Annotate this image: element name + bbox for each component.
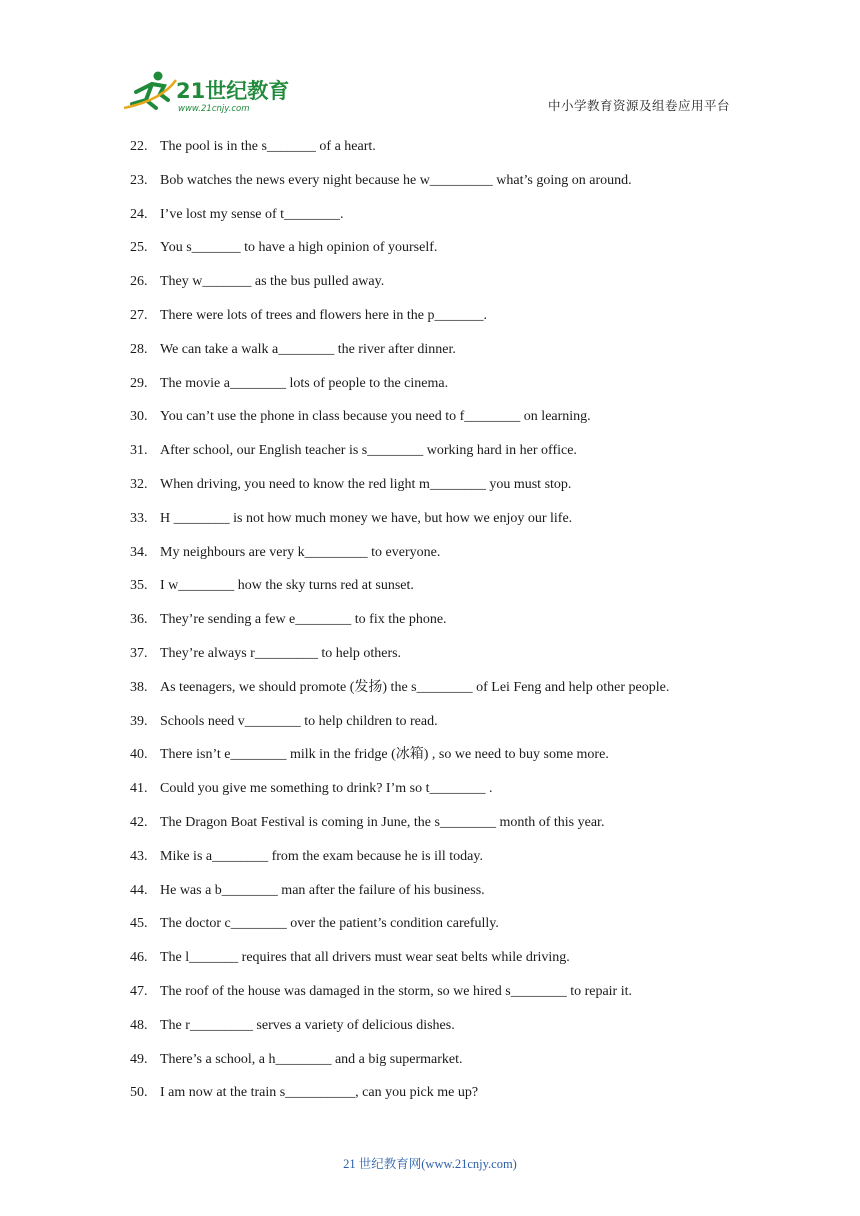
- question-item: [130, 407, 750, 441]
- question-item: [130, 1050, 750, 1084]
- question-item: [130, 1083, 750, 1117]
- question-item: [130, 509, 750, 543]
- question-number: 43.: [130, 848, 148, 864]
- question-text: I’ve lost my sense of t________.: [160, 206, 344, 222]
- question-item: [130, 610, 750, 644]
- question-item: [130, 779, 750, 813]
- question-number: 24.: [130, 206, 148, 222]
- question-number: 50.: [130, 1085, 148, 1101]
- question-text: The pool is in the s_______ of a heart.: [160, 139, 376, 154]
- question-text: They w_______ as the bus pulled away.: [160, 274, 385, 290]
- question-item: [130, 813, 750, 847]
- question-text: Bob watches the news every night because he w_________ what’s going on around.: [160, 172, 632, 188]
- question-item: [130, 238, 750, 272]
- question-text: You s_______ to have a high opinion of yourself.: [160, 240, 438, 256]
- question-text: The doctor c________ over the patient’s condition carefully.: [160, 916, 499, 932]
- question-text: The r_________ serves a variety of delicious dishes.: [160, 1017, 455, 1033]
- question-text: There’s a school, a h________ and a big supermarket.: [160, 1051, 463, 1067]
- question-text: There isn’t e________ milk in the fridge (冰箱) , so we need to buy some more.: [160, 747, 609, 763]
- question-number: 42.: [130, 814, 148, 830]
- question-number: 25.: [130, 240, 148, 256]
- question-item: [130, 272, 750, 306]
- runner-logo-icon: [122, 70, 292, 116]
- logo-url: www.21cnjy.com: [178, 104, 250, 114]
- question-number: 47.: [130, 983, 148, 999]
- question-text: When driving, you need to know the red light m________ you must stop.: [160, 476, 572, 492]
- question-number: 40.: [130, 747, 148, 763]
- page-footer[interactable]: 21 世纪教育网(www.21cnjy.com): [343, 1157, 517, 1171]
- question-text: Could you give me something to drink? I’m so t________ .: [160, 781, 493, 797]
- question-item: [130, 475, 750, 509]
- question-number: 45.: [130, 916, 148, 932]
- question-text: You can’t use the phone in class because you need to f________ on learning.: [160, 409, 591, 425]
- question-number: 30.: [130, 409, 148, 425]
- question-text: The Dragon Boat Festival is coming in June, the s________ month of this year.: [160, 814, 605, 830]
- question-number: 36.: [130, 612, 148, 628]
- question-number: 22.: [130, 139, 148, 154]
- question-text: We can take a walk a________ the river after dinner.: [160, 341, 456, 357]
- question-number: 33.: [130, 510, 148, 526]
- question-number: 34.: [130, 544, 148, 560]
- question-item: [130, 205, 750, 239]
- question-item: [130, 441, 750, 475]
- page-header: [0, 0, 860, 130]
- question-item: [130, 948, 750, 982]
- question-text: After school, our English teacher is s________ working hard in her office.: [160, 443, 577, 459]
- question-text: As teenagers, we should promote (发扬) the s________ of Lei Feng and help other people.: [160, 679, 670, 695]
- question-item: [130, 340, 750, 374]
- question-number: 37.: [130, 645, 148, 661]
- question-number: 46.: [130, 950, 148, 966]
- question-item: [130, 914, 750, 948]
- question-number: 41.: [130, 781, 148, 797]
- question-item: [130, 576, 750, 610]
- question-text: The roof of the house was damaged in the storm, so we hired s________ to repair it.: [160, 983, 633, 999]
- question-text: I w________ how the sky turns red at sunset.: [160, 578, 414, 594]
- question-number: 31.: [130, 443, 148, 459]
- question-number: 38.: [130, 679, 148, 695]
- question-item: [130, 137, 750, 171]
- question-item: [130, 712, 750, 746]
- question-list: [130, 137, 750, 1117]
- logo-title: 21世纪教育: [176, 79, 290, 103]
- logo: [122, 70, 292, 116]
- question-text: My neighbours are very k_________ to everyone.: [160, 544, 441, 560]
- question-item: [130, 982, 750, 1016]
- question-text: Mike is a________ from the exam because he is ill today.: [160, 848, 483, 864]
- question-item: [130, 306, 750, 340]
- question-item: [130, 745, 750, 779]
- question-item: [130, 1016, 750, 1050]
- question-item: [130, 374, 750, 408]
- question-number: 28.: [130, 341, 148, 357]
- question-item: [130, 171, 750, 205]
- question-number: 39.: [130, 713, 148, 729]
- platform-label: 中小学教育资源及组卷应用平台: [547, 98, 730, 113]
- question-text: There were lots of trees and flowers here in the p_______.: [160, 307, 487, 323]
- question-text: He was a b________ man after the failure of his business.: [160, 882, 485, 898]
- question-text: I am now at the train s__________, can you pick me up?: [160, 1085, 479, 1101]
- question-text: H ________ is not how much money we have, but how we enjoy our life.: [160, 510, 573, 526]
- question-number: 26.: [130, 274, 148, 290]
- question-text: The movie a________ lots of people to the cinema.: [160, 375, 449, 391]
- question-text: They’re sending a few e________ to fix the phone.: [160, 612, 447, 628]
- question-item: [130, 644, 750, 678]
- question-number: 32.: [130, 476, 148, 492]
- question-text: The l_______ requires that all drivers must wear seat belts while driving.: [160, 950, 570, 966]
- question-number: 48.: [130, 1017, 148, 1033]
- question-number: 35.: [130, 578, 148, 594]
- question-text: Schools need v________ to help children to read.: [160, 713, 438, 729]
- question-item: [130, 847, 750, 881]
- question-number: 49.: [130, 1051, 148, 1067]
- question-number: 23.: [130, 172, 148, 188]
- question-number: 44.: [130, 882, 148, 898]
- question-item: [130, 543, 750, 577]
- question-number: 27.: [130, 307, 148, 323]
- question-number: 29.: [130, 375, 148, 391]
- question-item: [130, 678, 750, 712]
- question-item: [130, 881, 750, 915]
- question-text: They’re always r_________ to help others.: [160, 645, 402, 661]
